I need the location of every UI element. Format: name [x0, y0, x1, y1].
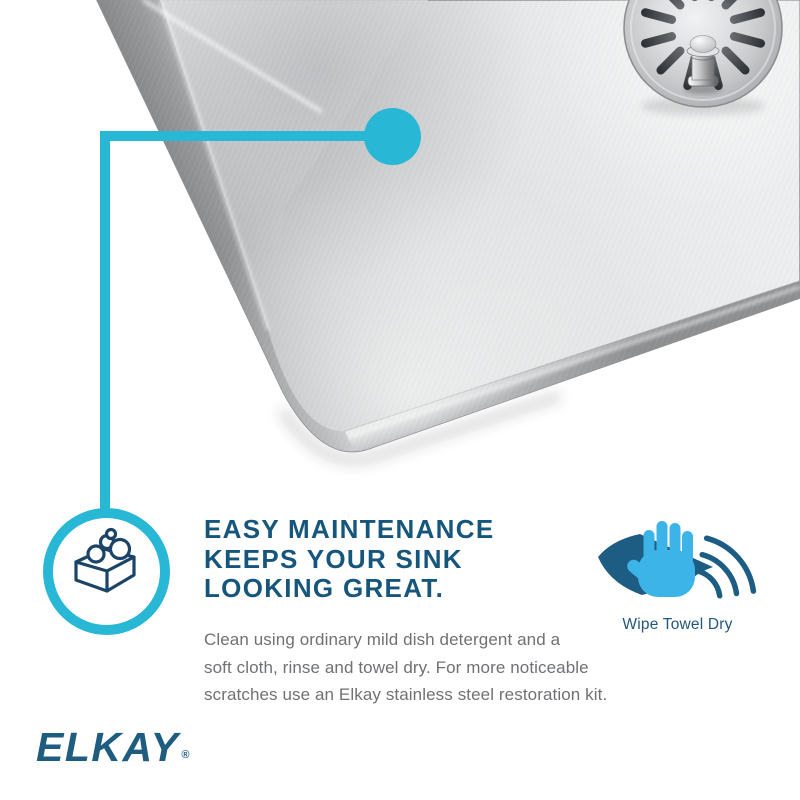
towel-badge-label: Wipe Towel Dry: [622, 616, 733, 633]
headline-line-1: EASY MAINTENANCE: [204, 514, 495, 544]
soap-sponge-icon: [66, 523, 146, 603]
callout-line-vertical: [100, 131, 110, 513]
description-line-2: soft cloth, rinse and towel dry. For more noticeable: [204, 657, 589, 677]
headline-line-3: LOOKING GREAT.: [204, 573, 445, 603]
callout-line-horizontal: [100, 131, 384, 141]
description-line-3: scratches use an Elkay stainless steel restoration kit.: [204, 685, 608, 704]
feature-headline: [204, 515, 534, 604]
feature-description: [204, 626, 624, 709]
headline-line-2: KEEPS YOUR SINK: [204, 543, 463, 574]
logo-text: ELKAY: [36, 724, 180, 770]
callout-dot: [364, 108, 421, 165]
wipe-towel-dry-icon: [590, 512, 765, 612]
description-line-1: Clean using ordinary mild dish detergent and a: [204, 630, 561, 649]
registered-trademark: ®: [181, 749, 192, 761]
elkay-logo: [36, 724, 191, 771]
